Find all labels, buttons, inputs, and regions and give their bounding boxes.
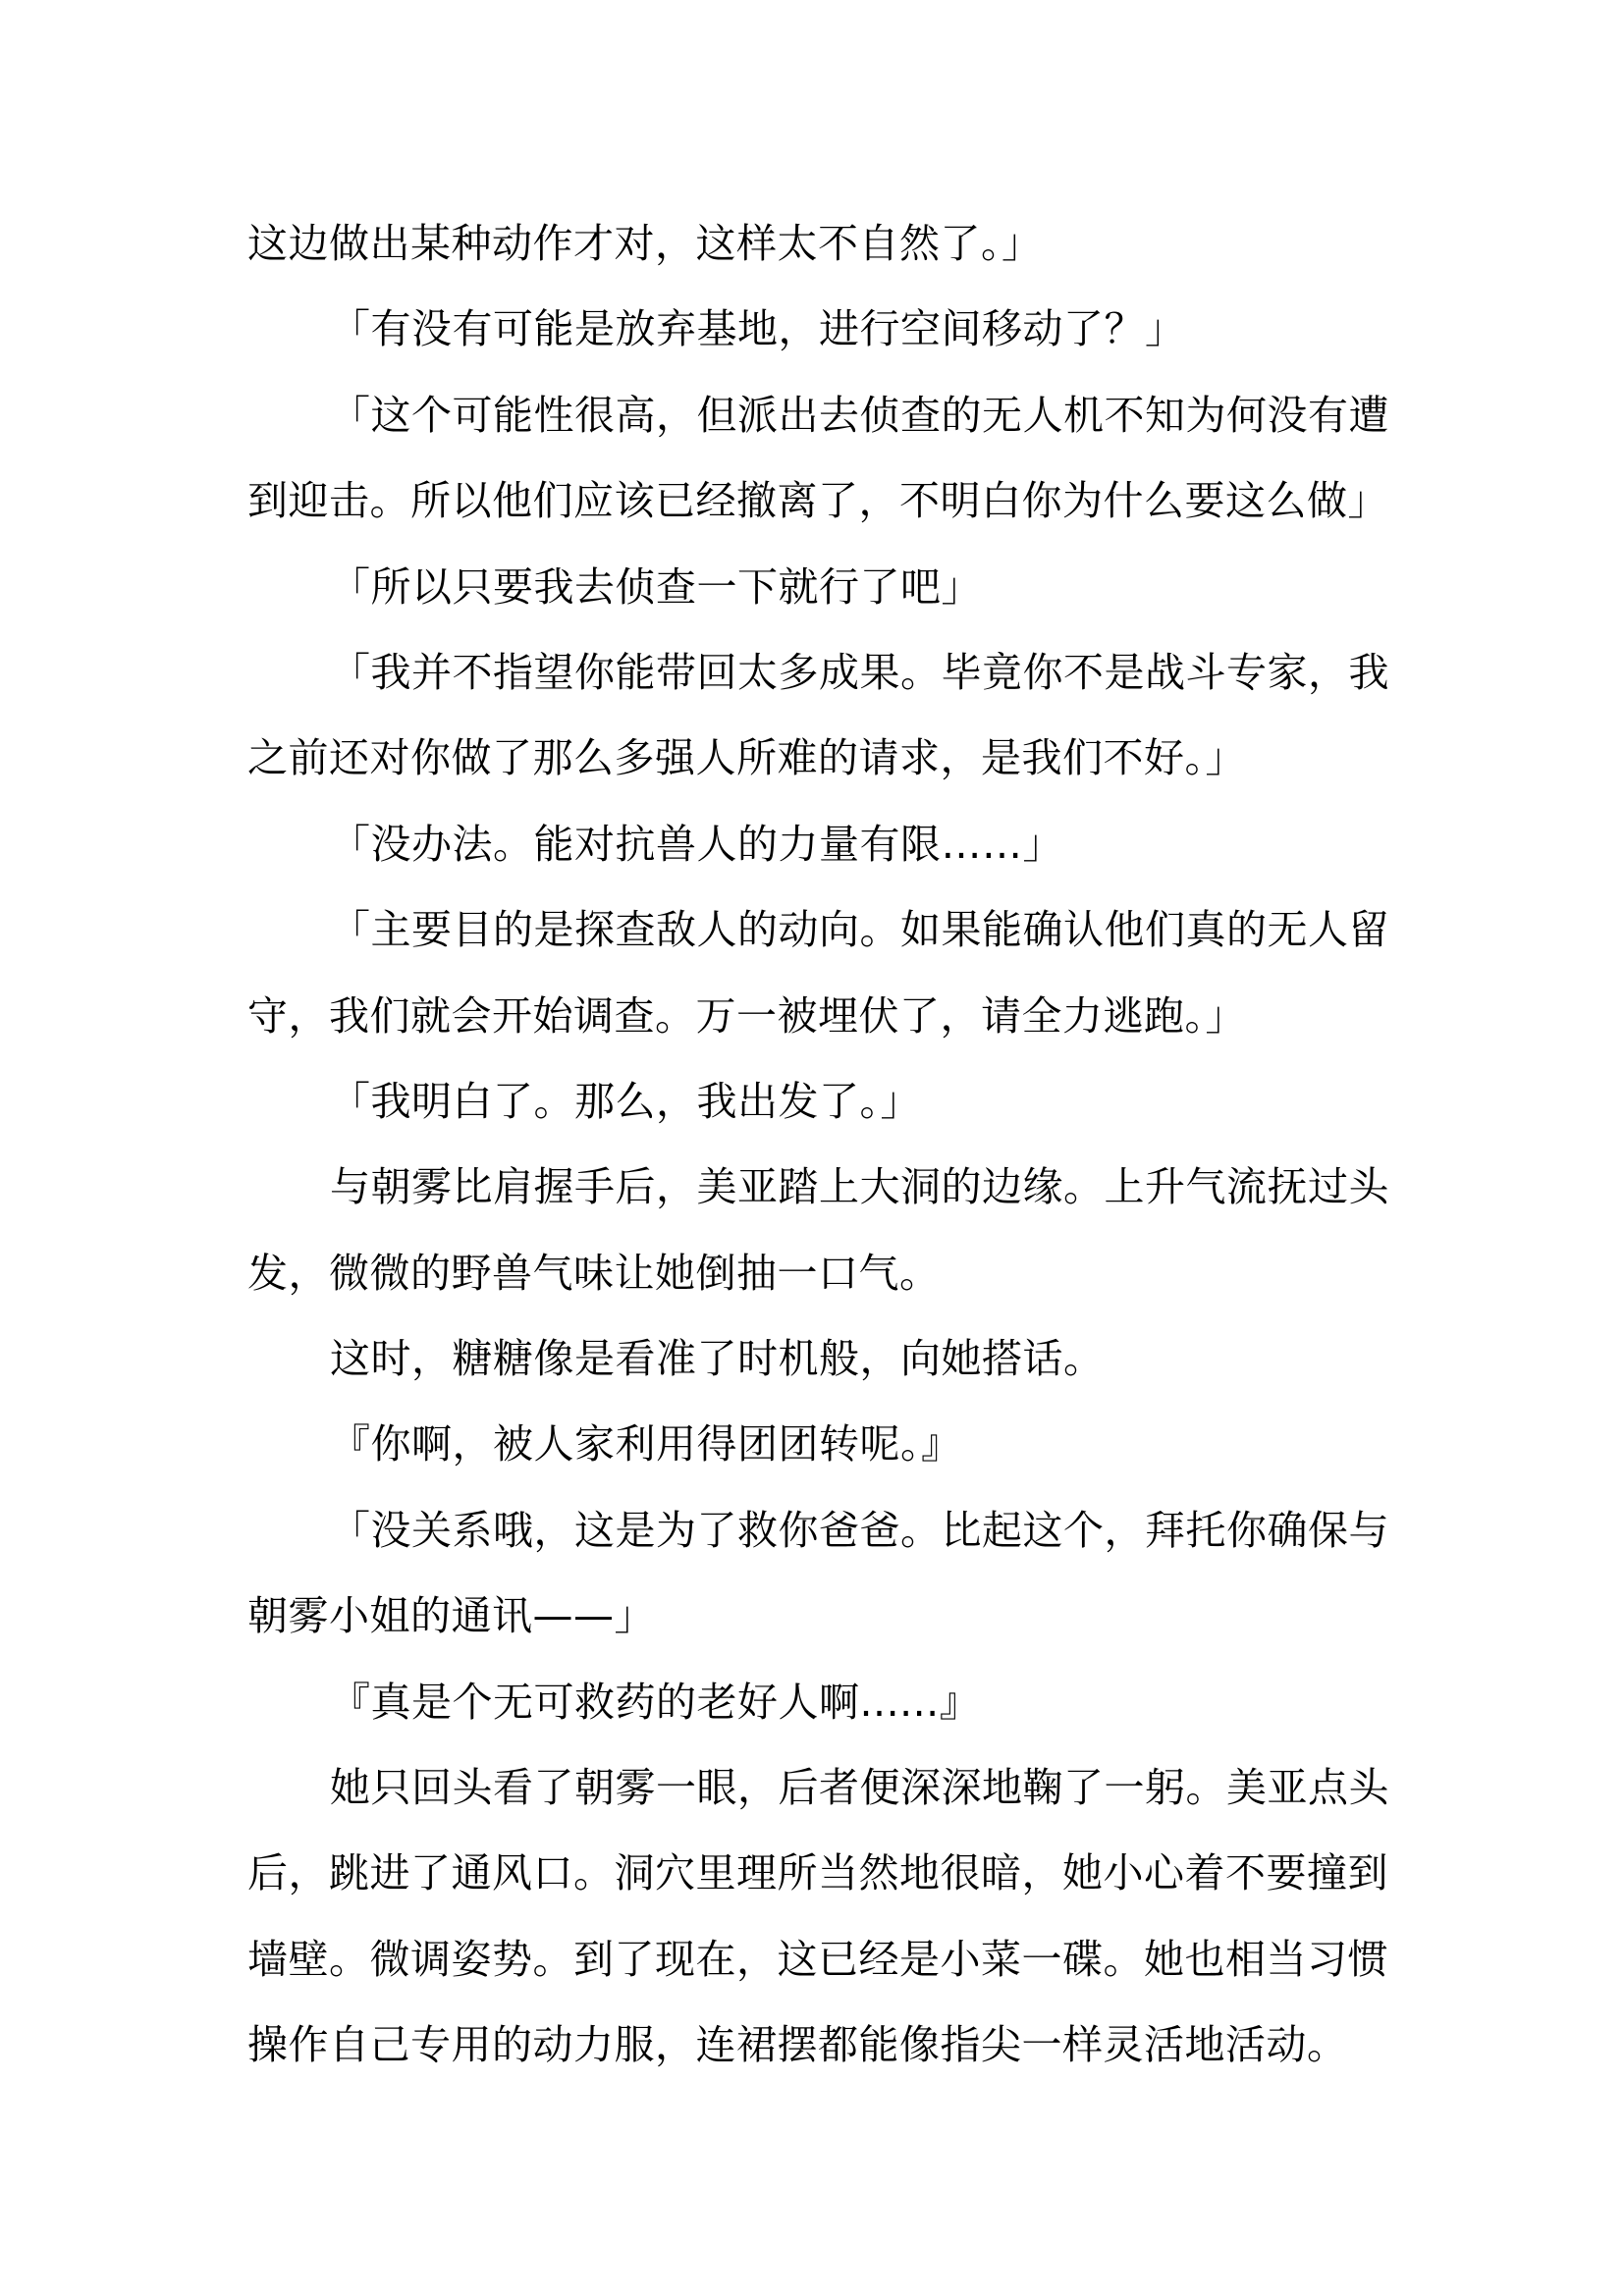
- text-line: 「我明白了。那么，我出发了。」: [330, 1077, 921, 1125]
- text-line: 到迎击。所以他们应该已经撤离了，不明白你为什么要这么做」: [247, 477, 1388, 525]
- text-line: 「有没有可能是放弃基地，进行空间移动了？」: [330, 305, 1186, 353]
- text-line: 后，跳进了通风口。洞穴里理所当然地很暗，她小心着不要撞到: [247, 1849, 1388, 1897]
- text-line: 「我并不指望你能带回太多成果。毕竟你不是战斗专家，我: [330, 648, 1389, 696]
- text-line: 她只回头看了朝雾一眼，后者便深深地鞠了一躬。美亚点头: [330, 1764, 1389, 1812]
- text-line: 与朝雾比肩握手后，美亚踏上大洞的边缘。上升气流抚过头: [330, 1163, 1389, 1211]
- text-line: 「没关系哦，这是为了救你爸爸。比起这个，拜托你确保与: [330, 1506, 1389, 1554]
- text-line: 朝雾小姐的通讯——」: [247, 1592, 655, 1640]
- text-line: 『你啊，被人家利用得团团转呢。』: [330, 1420, 962, 1468]
- text-line: 「所以只要我去侦查一下就行了吧」: [330, 562, 982, 611]
- text-line: 之前还对你做了那么多强人所难的请求，是我们不好。」: [247, 734, 1246, 782]
- text-line: 「这个可能性很高，但派出去侦查的无人机不知为何没有遭: [330, 391, 1389, 439]
- text-line: 这边做出某种动作才对，这样太不自然了。」: [247, 220, 1043, 267]
- text-line: 「没办法。能对抗兽人的力量有限……」: [330, 820, 1063, 868]
- text-line: 『真是个无可救药的老好人啊......』: [330, 1678, 981, 1726]
- text-line: 守，我们就会开始调查。万一被埋伏了，请全力逃跑。」: [247, 991, 1246, 1040]
- text-line: 这时，糖糖像是看准了时机般，向她搭话。: [330, 1335, 1105, 1383]
- text-line: 操作自己专用的动力服，连裙摆都能像指尖一样灵活地活动。: [247, 2021, 1348, 2069]
- body-text: [247, 201, 1396, 2089]
- text-line: 「主要目的是探查敌人的动向。如果能确认他们真的无人留: [330, 906, 1389, 954]
- text-line: 墙壁。微调姿势。到了现在，这已经是小菜一碟。她也相当习惯: [247, 1935, 1388, 1983]
- text-line: 发，微微的野兽气味让她倒抽一口气。: [247, 1249, 941, 1297]
